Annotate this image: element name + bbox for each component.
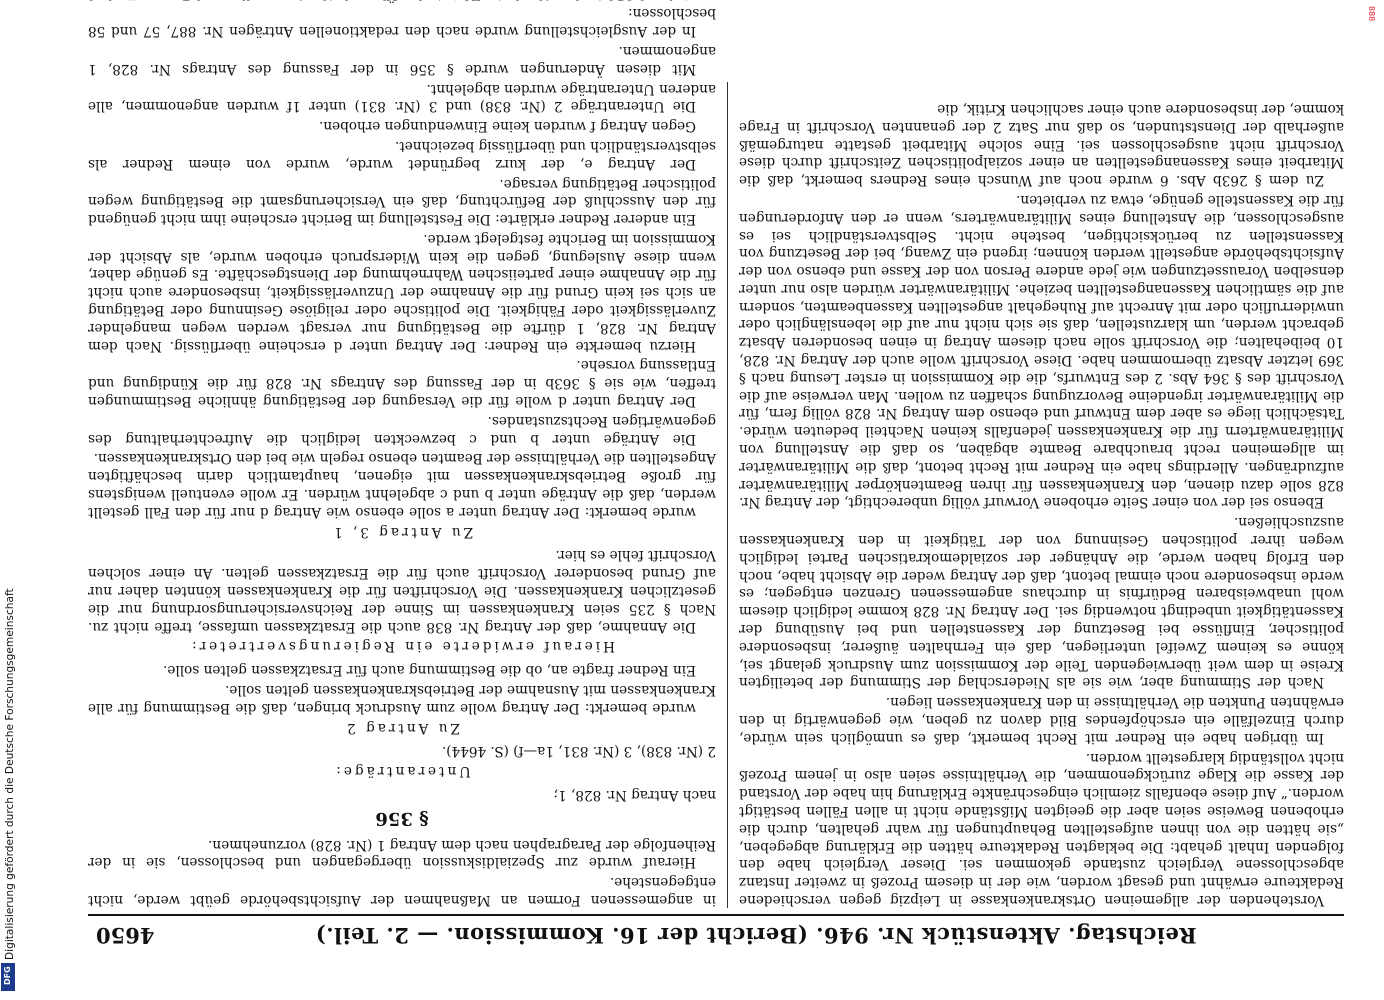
section-heading: § 356 (375, 807, 429, 829)
subheading: Unteranträge: (333, 763, 471, 780)
paragraph: Ebenso sei der von einer Seite erhobene Vorwurf völlig unberechtigt, der Antrag Nr. 828 solle dazu dienen, den Krankenkassen für ihren Beamtenkörper Militäranwärter aufzudrängen. Allerdings habe ein Redner mit Recht betont, daß die Militäranwärter im allgemeinen recht brauchbare Beamte abgäben, so daß die Anstellung von Militäranwärtern für die Krankenkassen jedenfalls keinen Nachteil bedeuten würde. Tatsächlich liege es aber dem Entwurf und ebenso dem Antrag Nr. 828 völlig fern, für die Militäranwärter irgendeine Bevorzugung schaffen zu wollen. Man verweise auf die Vorschrift des § 364 Abs. 2 des Entwurfs, die die Kommission in erster Lesung nach § 369 letzter Absatz übernommen habe. Diese Vorschrift wolle auch der Antrag Nr. 828, 10 beibehalten; die Vorschrift solle nach diesem Antrag in einen besonderen Absatz gebracht werden, um klarzustellen, daß sie sich nicht nur auf die lebenslänglich oder unwiderruflich oder mit Anrecht auf Ruhegehalt angestellten Kassenbeamten, sondern auf die sämtlichen Kassenangestellten beziehe. Militäranwärter würden also nur unter denselben Voraussetzungen wie jede andere Person von der Kasse und ebenso von der Aufsichtsbehörde angestellt werden können; irgend ein Zwang, bei der Besetzung von Kassenstellen zu berücksichtigen, bestehe nicht. Selbstverständlich sei es ausgeschlossen, die Anstellung eines Militäranwärters, wenn er den Anforderungen für die Kassenstelle genüge, etwa zu verbieten. (739, 191, 1344, 511)
subheading: Hierauf erwiderte ein Regierungsvertreter: (189, 638, 615, 655)
paragraph: Nach der Stimmung aber, wie sie als Niederschlag der Stimmung der beteiligten Kreise in dem weit überwiegenden Teile der Kommission zum Ausdruck gelangt sei, könne es keinem Zweifel unterliegen, daß ein Fernhalten äußerer, insbesondere politischer, Einflüsse bei Besetzung der Kassenstellen und bei Ausübung der Kassentätigkeit unbedingt notwendig sei. Der Antrag Nr. 828 komme lediglich diesem wohl unabweisbaren Bedürfnis in durchaus angemessenen Grenzen entgegen; es werde insbesondere noch einmal betont, daß der Antrag weder die Absicht habe, noch den Erfolg haben werde, die Anhänger der sozialdemokratischen Partei lediglich wegen ihrer politischen Gesinnung von der Tätigkeit in den Krankenkassen auszuschließen. (739, 514, 1344, 691)
paragraph: Im übrigen habe ein Redner mit Recht bemerkt, daß es unmöglich sein würde, durch Einzelfälle ein erschöpfendes Bild davon zu geben, wie gegenwärtig in den erwähnten Punkten die Verhältnisse in den Krankenkassen liegen. (739, 694, 1344, 746)
paragraph: Ein Redner fragte an, ob die Bestimmung auch für Ersatzkassen gelten solle. (163, 662, 696, 679)
paragraph: Ein anderer Redner erklärte: Die Feststellung im Bericht erscheine ihm nicht genügend für den Ausschluß der Befürchtung, daß ein Versicherungsamt die Bestätigung wegen politischer Betätigung versage. (88, 175, 716, 228)
column-divider (727, 82, 728, 908)
page-number: 4650 (96, 923, 155, 948)
paragraph: Die Annahme, daß der Antrag Nr. 838 auch die Ersatzkassen umfasse, treffe nicht zu. Nach § 235 seien Krankenkassen im Sinne der Reichsversicherungsordnung nur die gesetzlichen Krankenkassen. Die Vorschriften für die Krankenkassen könnten daher nur auf Grund besonderer Vorschrift auch für die Ersatzkassen gelten. An einer solchen Vorschrift fehle es hier. (88, 547, 716, 635)
paragraph: Gegen Antrag f wurden keine Einwendungen erhoben. (318, 118, 696, 135)
dfg-logo (1, 963, 15, 991)
list-item (88, 0, 716, 2)
page-reference-text: 888 (1367, 6, 1376, 22)
page-header (88, 914, 1344, 950)
paragraph: Zu dem § 263b Abs. 6 wurde noch auf Wunsch eines Redners bemerkt, daß die Mitarbeit eines Kassenangestellten an einer sozialpolitischen Zeitschrift durch diese Vorschrift nicht ausgeschlossen sei. Eine solche Mitarbeit gestatte naturgemäß außerhalb der Dienststunden, so daß nur Satz 2 der genannten Vorschrift in Frage komme, der insbesondere auch einer sachlichen Kritik, die (739, 100, 1344, 189)
paragraph: Hierzu bemerkte ein Redner: Der Antrag unter d erscheine überflüssig. Nach dem Antrag Nr. 828, 1 dürfte die Bestätigung nur versagt werden wegen mangelnder Zuverlässigkeit oder Fähigkeit. Die politische oder religiöse Gesinnung oder Betätigung an sich sei kein Grund für die Annahme der Unzuverlässigkeit, insbesondere auch nicht für die Annahme einer parteiischen Wahrnehmung der Dienstgeschäfte. Es genüge daher, wenn diese Auslegung, gegen die kein Widerspruch erhoben wurde, als Absicht der Kommission im Berichte festgelegt werde. (88, 230, 716, 354)
dfg-logo-text: DFG (3, 966, 12, 985)
left-column (739, 78, 1344, 908)
rotated-page-content (88, 5, 1344, 950)
paragraph: Hierauf wurde zur Spezialdiskussion übergegangen und beschlossen, sie in der Reihenfolge der Paragraphen nach dem Antrag 1 (Nr. 828) vorzunehmen. (88, 836, 716, 871)
subheading: Zu Antrag 2 (344, 719, 460, 736)
paragraph: Vorstehenden der allgemeinen Ortskrankenkasse in Leipzig gegen verschiedene Redakteure erwähnt und gesagt worden, wie der in diesem Prozeß in zweiter Instanz abgeschlossene Vergleich zustande gekommen sei. Dieser Vergleich habe den folgenden Inhalt gehabt: Die beklagten Redakteure hätten die Erklärung abgegeben, „sie hätten die von ihnen aufgestellten Behauptungen für wahr gehalten, durch die erhobenen Beweise seien aber die geeigten Mißstände nicht in allen Fällen bestätigt worden.“ Auf diese ebenfalls ziemlich eingeschränkte Erklärung hin habe der Vorstand der Kasse die Klage zurückgenommen, die Verhältnisse seien also in jenem Prozeß nicht vollständig klargestellt worden. (739, 749, 1344, 908)
paragraph: In der Ausgleichstellung wurde nach den redaktionellen Anträgen Nr. 887, 57 und 58 beschlossen: (88, 5, 716, 40)
motion-reference: nach Antrag Nr. 828, 1; (553, 787, 716, 804)
paragraph: Die Anträge unter b und c bezweckten lediglich die Aufrechterhaltung des gegenwärtigen Rechtszustandes. (88, 412, 716, 447)
paragraph: Mit diesen Änderungen wurde § 356 in der Fassung des Antrags Nr. 828, 1 angenommen. (88, 42, 716, 77)
paragraph: Der Antrag e, der kurz begründet wurde, wurde von einem Redner als selbstverständlich und überflüssig bezeichnet. (88, 137, 716, 172)
paragraph: in angemessenen Formen an Maßnahmen der Aufsichtsbehörde geübt werde, nicht entgegenstehe. (88, 874, 716, 908)
paragraph: Der Antrag unter d wolle für die Versagung der Bestätigung ähnliche Bestimmungen treffen, wie sie § 363b in der Fassung des Antrags Nr. 828 für die Kündigung und Entlassung vorsehe. (88, 357, 716, 410)
right-column (88, 5, 716, 908)
paragraph: wurde bemerkt: Der Antrag wolle zum Ausdruck bringen, daß die Bestimmung für alle Krankenkassen mit Ausnahme der Betriebskrankenkassen gelten solle. (88, 682, 716, 716)
paragraph: Die Unteranträge 2 (Nr. 838) und 3 (Nr. 831) unter 1f wurden angenommen, alle anderen Unteranträge wurden abgelehnt. (88, 80, 716, 115)
running-title: Reichstag. Aktenstück Nr. 946. (Bericht der 16. Kommission. — 2. Teil.) (315, 923, 1197, 948)
motion-reference: 2 (Nr. 838), 3 (Nr. 831, 1a—f) (S. 4644). (441, 743, 716, 760)
digitization-note-text: Digitalisierung gefördert durch die Deutsche Forschungsgemeinschaft (4, 588, 16, 960)
digitization-note (0, 60, 20, 960)
page-reference (1366, 6, 1380, 26)
paragraph: wurde bemerkt: Der Antrag unter a solle ebenso wie Antrag d nur für den Fall gestellt werden, daß die Anträge unter b und c abgelehnt würden. Er wolle eventuell wenigstens für große Betriebskrankenkassen mit eigenen, hauptamtlich darin beschäftigten Angestellten die Verhältnisse der Beamten ebenso regeln wie bei den Ortskrankenkassen. (88, 450, 716, 520)
subheading: Zu Antrag 3, 1 (330, 523, 474, 540)
